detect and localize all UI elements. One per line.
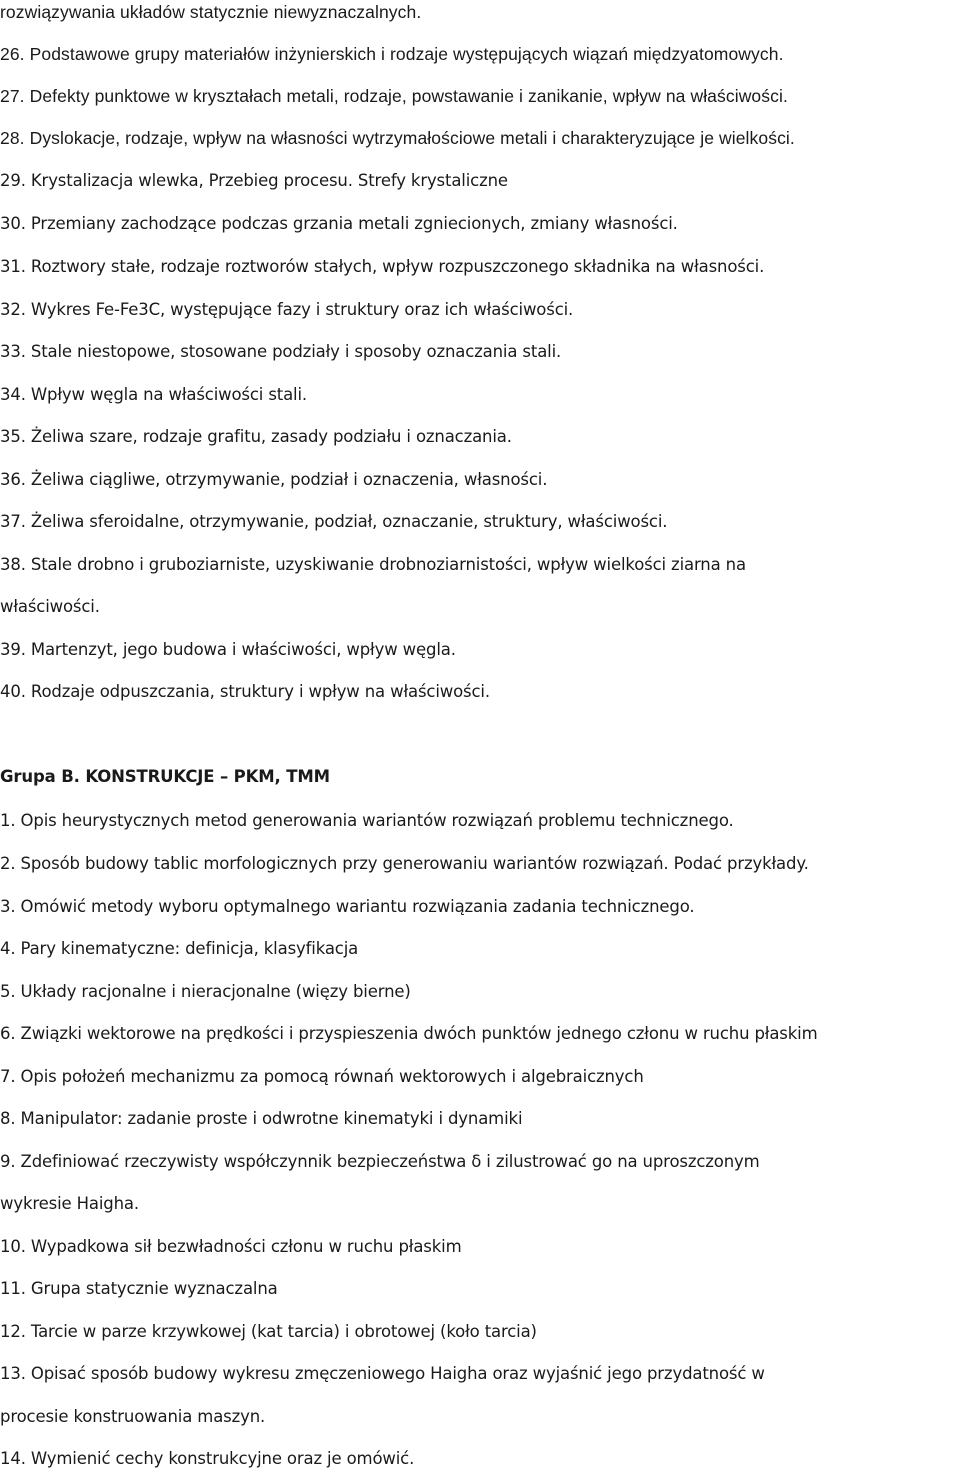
list-item-b1: 1. Opis heurystycznych metod generowania wariantów rozwiązań problemu technicznego. (0, 811, 734, 830)
list-item-37: 37. Żeliwa sferoidalne, otrzymywanie, podział, oznaczanie, struktury, właściwości. (0, 512, 668, 531)
list-item-39: 39. Martenzyt, jego budowa i właściwości, wpływ węgla. (0, 640, 456, 659)
list-item-35: 35. Żeliwa szare, rodzaje grafitu, zasady podziału i oznaczania. (0, 427, 512, 446)
list-item-b14: 14. Wymienić cechy konstrukcyjne oraz je omówić. (0, 1449, 415, 1468)
list-item-32: 32. Wykres Fe-Fe3C, występujące fazy i struktury oraz ich właściwości. (0, 300, 574, 319)
list-item-b2: 2. Sposób budowy tablic morfologicznych przy generowaniu wariantów rozwiązań. Podać przykłady. (0, 854, 809, 873)
list-item-b11: 11. Grupa statycznie wyznaczalna (0, 1279, 278, 1298)
list-item-b5: 5. Układy racjonalne i nieracjonalne (więzy bierne) (0, 982, 411, 1001)
list-item-b12: 12. Tarcie w parze krzywkowej (kat tarcia) i obrotowej (koło tarcia) (0, 1322, 537, 1341)
list-item-36: 36. Żeliwa ciągliwe, otrzymywanie, podział i oznaczenia, własności. (0, 470, 548, 489)
list-item-b6: 6. Związki wektorowe na prędkości i przyspieszenia dwóch punktów jednego członu w ruchu płaskim (0, 1024, 818, 1043)
list-item-b3: 3. Omówić metody wyboru optymalnego wariantu rozwiązania zadania technicznego. (0, 897, 695, 916)
group-heading: Grupa B. KONSTRUKCJE – PKM, TMM (0, 767, 330, 786)
list-item-b9-cont: wykresie Haigha. (0, 1194, 139, 1213)
list-item-27: 27. Defekty punktowe w kryształach metali, rodzaje, powstawanie i zanikanie, wpływ na właściwości. (0, 86, 788, 106)
list-item-33: 33. Stale niestopowe, stosowane podziały i sposoby oznaczania stali. (0, 342, 562, 361)
list-item-34: 34. Wpływ węgla na właściwości stali. (0, 385, 308, 404)
list-item-40: 40. Rodzaje odpuszczania, struktury i wpływ na właściwości. (0, 682, 490, 701)
list-item-30: 30. Przemiany zachodzące podczas grzania metali zgniecionych, zmiany własności. (0, 214, 678, 233)
list-item-b8: 8. Manipulator: zadanie proste i odwrotne kinematyki i dynamiki (0, 1109, 523, 1128)
list-item-26: 26. Podstawowe grupy materiałów inżynierskich i rodzaje występujących wiązań międzyatomowych. (0, 44, 784, 64)
list-item-38-cont: właściwości. (0, 597, 100, 616)
list-item-b13-cont: procesie konstruowania maszyn. (0, 1407, 266, 1426)
list-item-b4: 4. Pary kinematyczne: definicja, klasyfikacja (0, 939, 359, 958)
list-item-b13: 13. Opisać sposób budowy wykresu zmęczeniowego Haigha oraz wyjaśnić jego przydatność w (0, 1364, 765, 1383)
list-item-29: 29. Krystalizacja wlewka, Przebieg procesu. Strefy krystaliczne (0, 171, 508, 190)
list-item-38: 38. Stale drobno i gruboziarniste, uzyskiwanie drobnoziarnistości, wpływ wielkości ziarna na (0, 555, 746, 574)
list-item-28: 28. Dyslokacje, rodzaje, wpływ na własności wytrzymałościowe metali i charakteryzujące je wielkości. (0, 128, 795, 148)
text-line: rozwiązywania układów statycznie niewyznaczalnych. (0, 2, 422, 22)
list-item-b9: 9. Zdefiniować rzeczywisty współczynnik bezpieczeństwa δ i zilustrować go na uproszczonym (0, 1152, 760, 1171)
list-item-b7: 7. Opis położeń mechanizmu za pomocą równań wektorowych i algebraicznych (0, 1067, 644, 1086)
list-item-b10: 10. Wypadkowa sił bezwładności członu w ruchu płaskim (0, 1237, 462, 1256)
list-item-31: 31. Roztwory stałe, rodzaje roztworów stałych, wpływ rozpuszczonego składnika na własności. (0, 257, 765, 276)
